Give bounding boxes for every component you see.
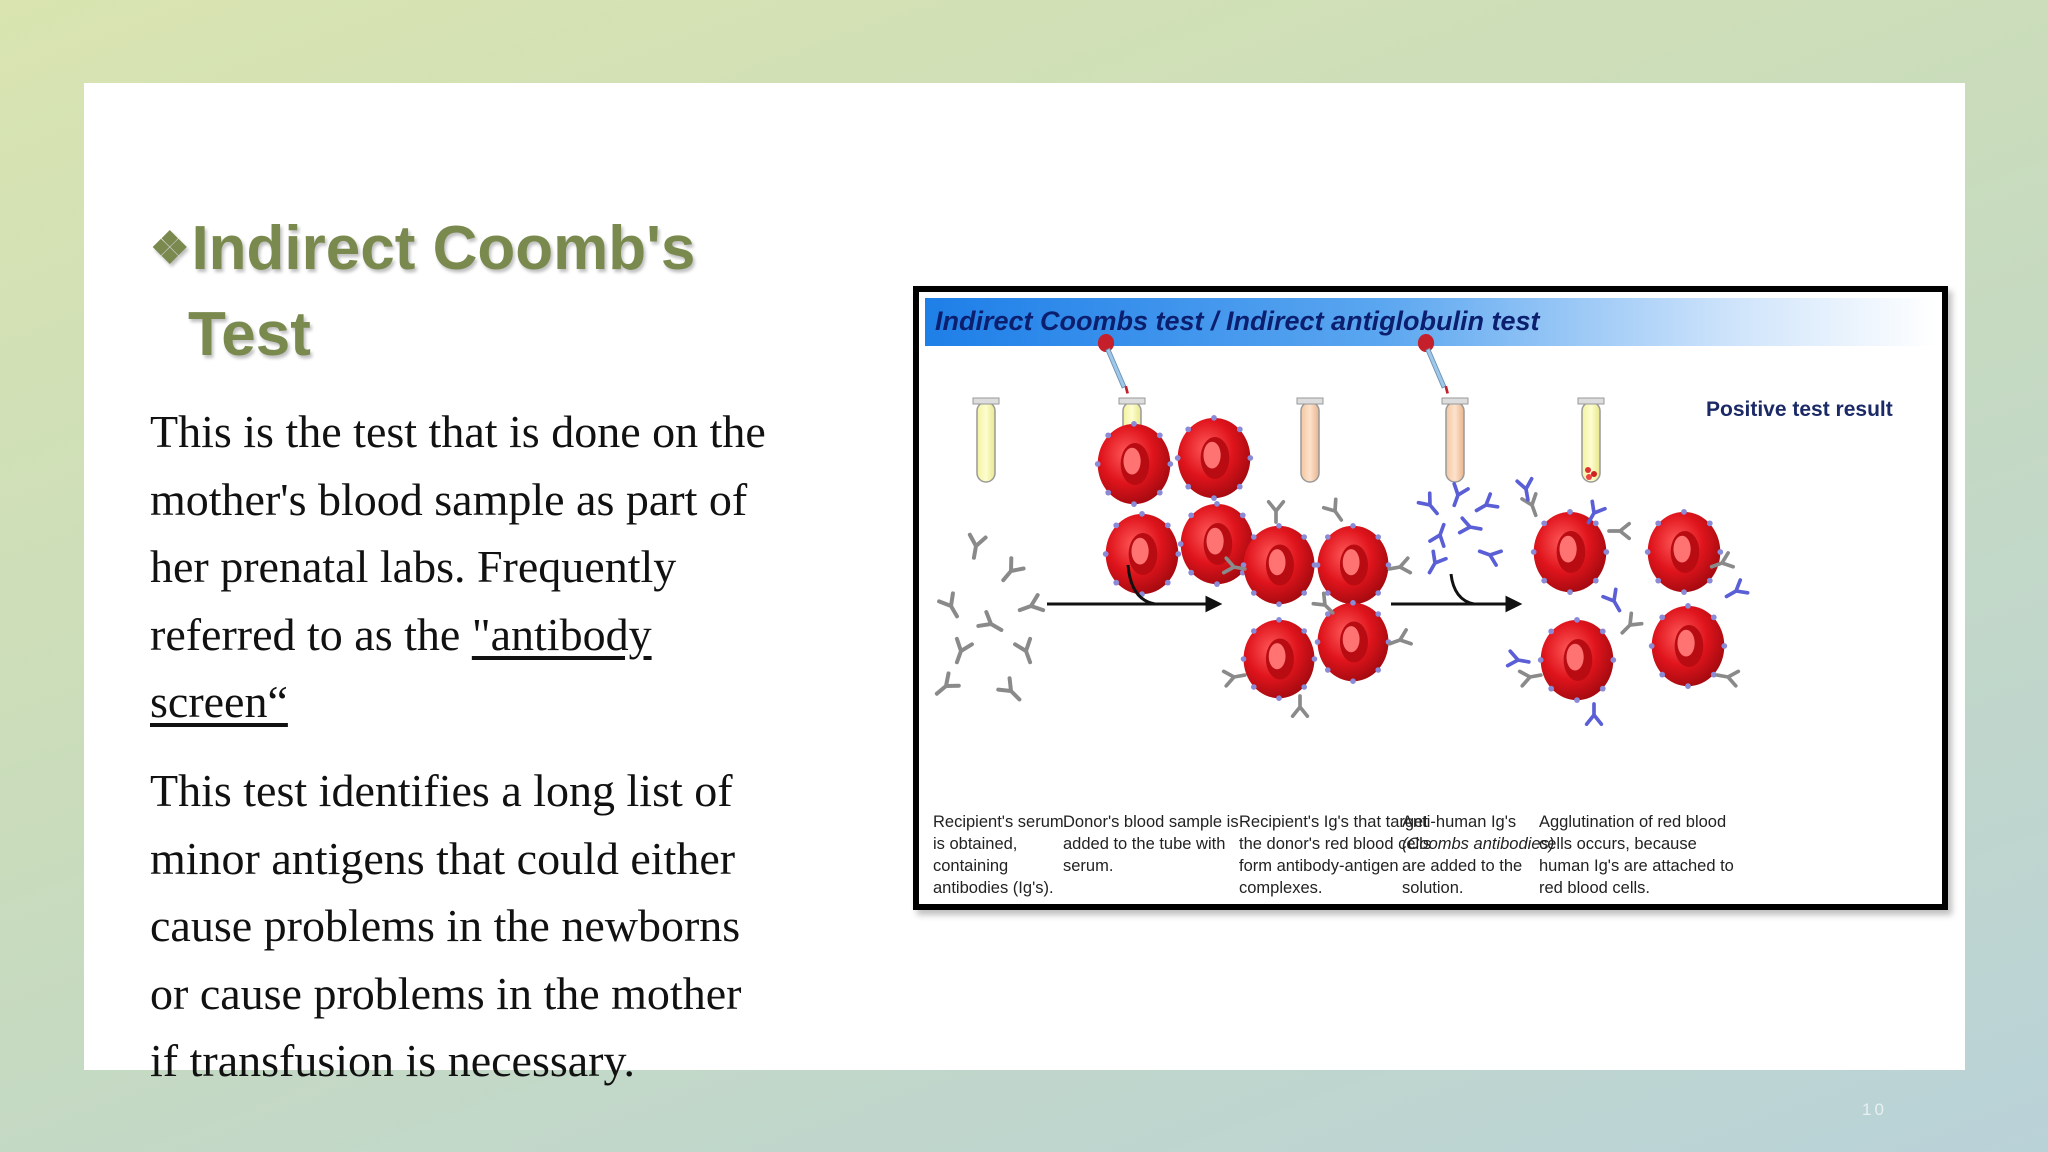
paragraph-1-line — [150, 668, 850, 736]
coombs-antibodies — [1418, 484, 1501, 576]
caption-step-5 — [1539, 811, 1734, 899]
paragraph-1-line: This is the test that is done on the — [150, 406, 766, 457]
caption-line: serum. — [1063, 857, 1114, 875]
caption-line: antibodies (Ig's). — [933, 879, 1054, 897]
caption-line: form antibody-antigen — [1239, 857, 1399, 875]
caption-line: added to the tube with — [1063, 835, 1226, 853]
caption-line: (Coombs antibodies) — [1402, 835, 1555, 853]
caption-line: human Ig's are attached to — [1539, 857, 1734, 875]
caption-line: is obtained, — [933, 835, 1018, 853]
caption-line: Donor's blood sample is — [1063, 813, 1239, 831]
agglutinated-cells — [1508, 479, 1748, 724]
paragraph-2-line: or cause problems in the mother — [150, 967, 742, 1019]
caption-line: cells occurs, because — [1539, 835, 1697, 853]
slide-title — [150, 206, 850, 378]
test-tube-1 — [973, 398, 999, 482]
caption-line: red blood cells. — [1539, 879, 1650, 897]
coombs-test-figure — [913, 286, 1948, 910]
test-tube-3 — [1297, 398, 1323, 482]
caption-line: Recipient's Ig's that target — [1239, 813, 1428, 831]
caption-line: containing — [933, 857, 1009, 875]
positive-result-label: Positive test result — [1706, 398, 1893, 421]
paragraph-1 — [150, 398, 850, 736]
blue-dropper-icon — [1418, 334, 1448, 393]
paragraph-1-line: mother's blood sample as part of — [150, 473, 748, 525]
page-number: 10 — [1862, 1100, 1887, 1119]
caption-line: solution. — [1402, 879, 1464, 897]
paragraph-2-line: minor antigens that could either — [150, 832, 736, 884]
diamond-bullet-icon: ❖ — [150, 224, 190, 273]
paragraph-2-line: if transfusion is necessary. — [150, 1035, 635, 1086]
antibody-screen-link-cont[interactable]: screen“ — [150, 676, 288, 727]
title-line-1: Indirect Coomb's — [191, 214, 696, 283]
process-arrow-2 — [1391, 574, 1519, 610]
caption-line: Anti-human Ig's — [1402, 813, 1517, 831]
paragraph-2-line: cause problems in the newborns — [150, 900, 741, 951]
caption-line: Agglutination of red blood — [1539, 813, 1727, 831]
paragraph-1-line — [150, 601, 850, 669]
paragraph-1-line: her prenatal labs. Frequently — [150, 541, 677, 592]
figure-header-text: Indirect Coombs test / Indirect antiglobulin test — [935, 306, 1540, 336]
caption-step-4 — [1402, 811, 1554, 899]
red-dropper-icon — [1098, 334, 1128, 393]
antibody-antigen-complexes — [1224, 499, 1411, 716]
caption-line: complexes. — [1239, 879, 1323, 897]
antibody-screen-link[interactable]: "antibody — [471, 608, 652, 660]
caption-line: are added to the — [1402, 857, 1523, 875]
paragraph-2-line: This test identifies a long list of — [150, 765, 733, 816]
paragraph-1-text: referred to as the — [150, 608, 472, 660]
test-tube-4 — [1442, 398, 1468, 482]
figure-panel — [919, 292, 1942, 904]
caption-line: the donor's red blood cells — [1239, 835, 1432, 853]
paragraph-2 — [150, 757, 850, 1095]
title-line-2: Test — [188, 300, 311, 369]
caption-step-1 — [933, 811, 1064, 899]
caption-step-2 — [1063, 811, 1239, 877]
serum-antibodies — [932, 535, 1043, 705]
test-tube-5 — [1578, 398, 1604, 482]
caption-line: Recipient's serum — [933, 813, 1064, 831]
